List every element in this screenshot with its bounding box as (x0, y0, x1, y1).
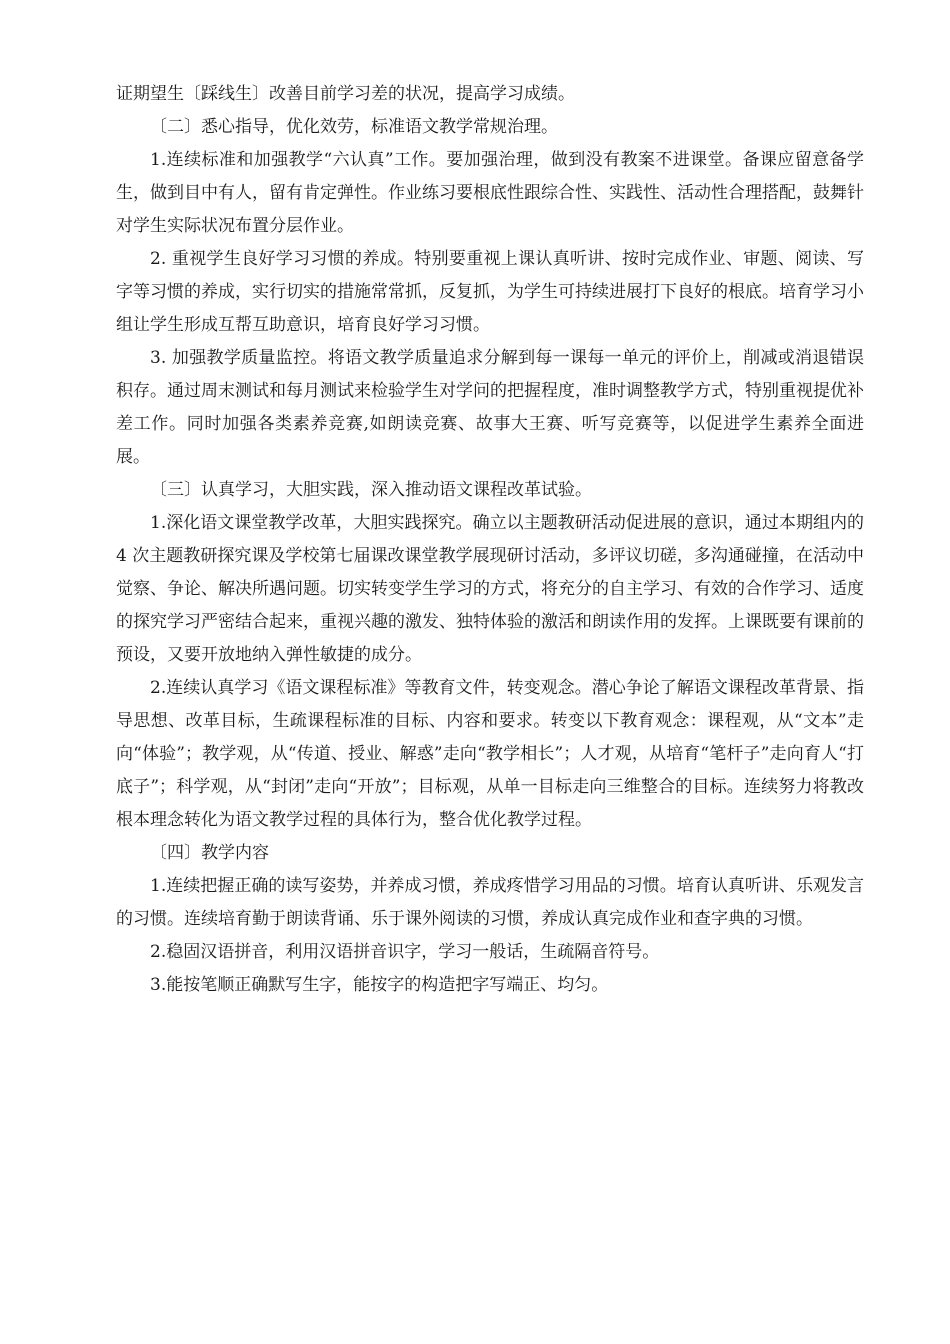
paragraph-3-2: 2.连续认真学习《语文课程标准》等教育文件，转变观念。潜心争论了解语文课程改革背景、指导思想、改革目标，生疏课程标准的目标、内容和要求。转变以下教育观念：课程观，从“文本”走向“体验”；教学观，从“传道、授业、解惑”走向“教学相长”；人才观，从培育“笔杆子”走向育人“打底子”；科学观，从“封闭”走向“开放”；目标观，从单一目标走向三维整合的目标。连续努力将教改根本理念转化为语文教学过程的具体行为，整合优化教学过程。 (116, 678, 864, 830)
paragraph-continuation: 证期望生〔踩线生〕改善目前学习差的状况，提高学习成绩。 (116, 84, 575, 104)
section-heading-4: 〔四〕教学内容 (150, 843, 269, 863)
paragraph-4-3: 3.能按笔顺正确默写生字，能按字的构造把字写端正、均匀。 (150, 975, 609, 995)
paragraph-2-1: 1.连续标准和加强教学“六认真”工作。要加强治理，做到没有教案不进课堂。备课应留意备学生，做到目中有人，留有肯定弹性。作业练习要根底性跟综合性、实践性、活动性合理搭配，鼓舞针对学生实际状况布置分层作业。 (116, 150, 864, 236)
paragraph-4-1: 1.连续把握正确的读写姿势，并养成习惯，养成疼惜学习用品的习惯。培育认真听讲、乐观发言的习惯。连续培育勤于朗读背诵、乐于课外阅读的习惯，养成认真完成作业和查字典的习惯。 (116, 876, 864, 929)
section-heading-3: 〔三〕认真学习，大胆实践，深入推动语文课程改革试验。 (150, 480, 592, 500)
paragraph-2-2: 2. 重视学生良好学习习惯的养成。特别要重视上课认真听讲、按时完成作业、审题、阅读、写字等习惯的养成，实行切实的措施常常抓，反复抓，为学生可持续进展打下良好的根底。培育学习小组让学生形成互帮互助意识，培育良好学习习惯。 (116, 249, 864, 335)
paragraph-2-3: 3. 加强教学质量监控。将语文教学质量追求分解到每一课每一单元的评价上，削减或消退错误积存。通过周末测试和每月测试来检验学生对学问的把握程度，准时调整教学方式，特别重视提优补差工作。同时加强各类素养竞赛,如朗读竞赛、故事大王赛、听写竞赛等，以促进学生素养全面进展。 (116, 348, 864, 467)
section-heading-2: 〔二〕悉心指导，优化效劳，标准语文教学常规治理。 (150, 117, 558, 137)
paragraph-4-2: 2.稳固汉语拼音，利用汉语拼音识字，学习一般话，生疏隔音符号。 (150, 942, 660, 962)
document-page (116, 78, 864, 1002)
paragraph-3-1: 1.深化语文课堂教学改革，大胆实践探究。确立以主题教研活动促进展的意识，通过本期组内的 4 次主题教研探究课及学校第七届课改课堂教学展现研讨活动，多评议切磋，多沟通碰撞，在活动中觉察、争论、解决所遇问题。切实转变学生学习的方式，将充分的自主学习、有效的合作学习、适度的探究学习严密结合起来，重视兴趣的激发、独特体验的激活和朗读作用的发挥。上课既要有课前的预设，又要开放地纳入弹性敏捷的成分。 (116, 513, 864, 665)
